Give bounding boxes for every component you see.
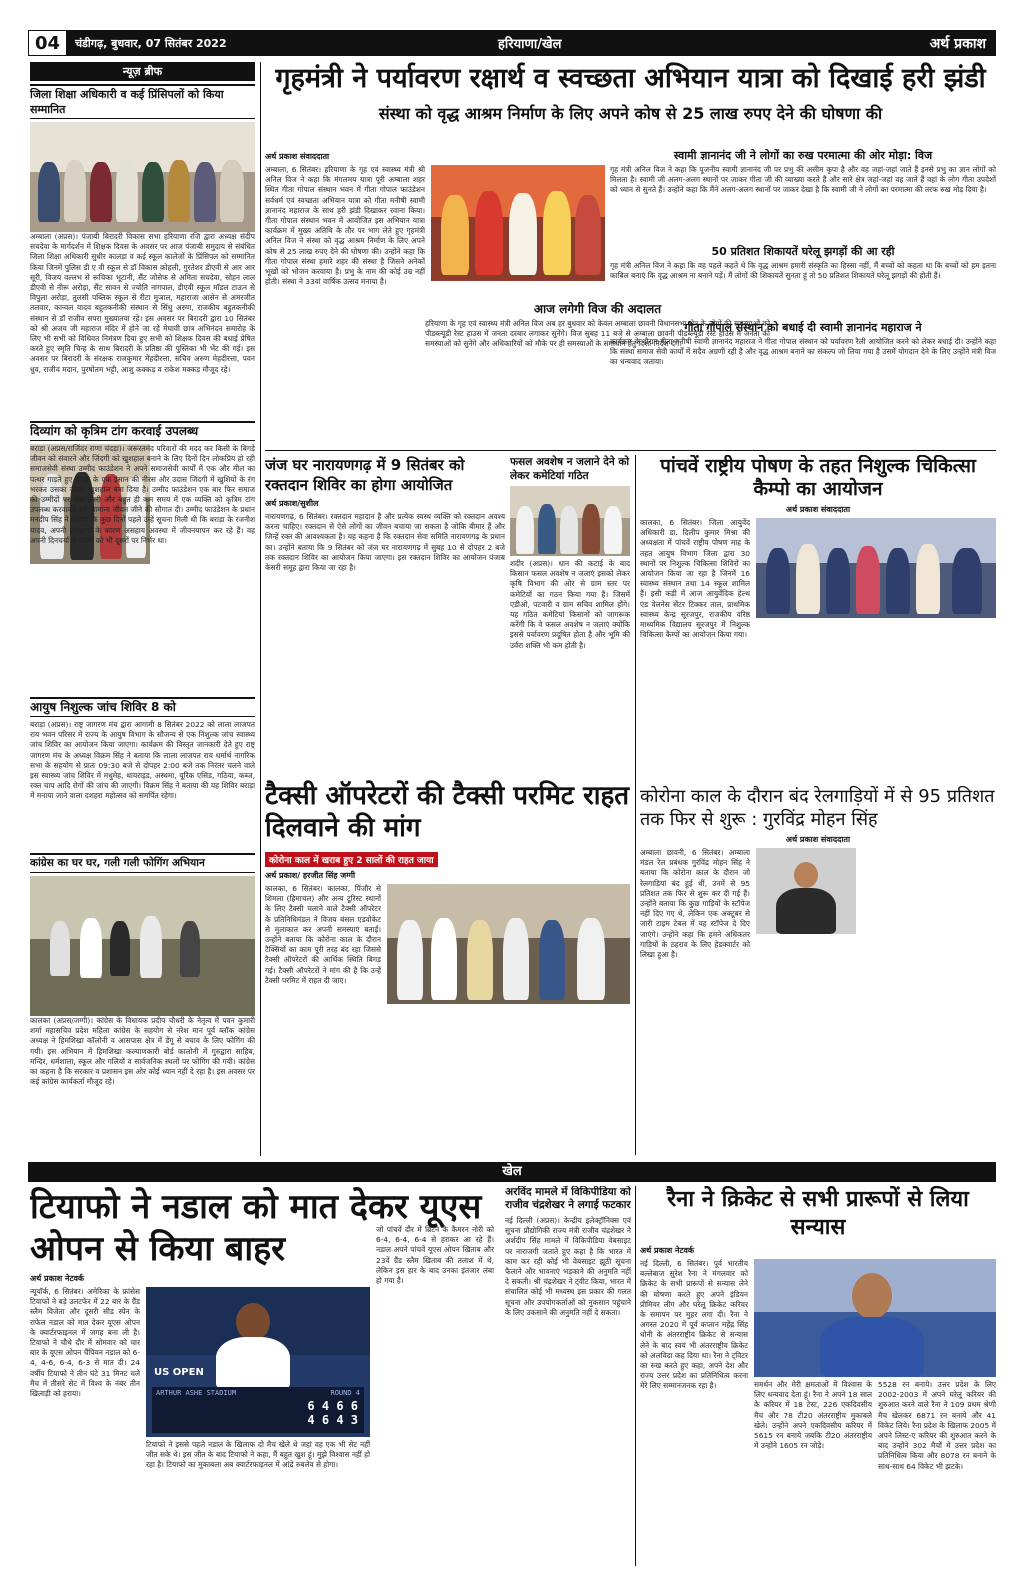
left-column (30, 62, 255, 1152)
story-body: कालका, 6 सितंबर। कालका, पिंजौर से शिमला (हिमाचल) और अन्य टूरिस्ट स्थानों के लिए टैक्सी चलाने वाले टैक्सी ऑपरेटर के प्रतिनिधिमंडल ने विजय बंसल एडवोकेट से मुलाकात कर अपनी समस्याएं बताईं। उन्होंने बताया कि कोरोना काल के दौरान टैक्सियों का काम पूरी तरह बंद रहा जिससे टैक्सी ऑपरेटरों की आर्थिक स्थिति बिगड़ गई। टैक्सी ऑपरेटरों ने मांग की है कि उन्हें टैक्सी परमिट में राहत दी जाए। (265, 884, 381, 985)
scoreboard (152, 1387, 364, 1433)
tiafo-story (30, 1186, 500, 1566)
lead-subhead: संस्था को वृद्ध आश्रम निर्माण के लिए अपने कोष से 25 लाख रुपए देने की घोषणा की (378, 104, 883, 123)
story-tag: कोरोना काल में खराब हुए 2 सालों की राहत जाया (265, 852, 438, 867)
scoreboard-stadium: ARTHUR ASHE STADIUM (156, 1389, 237, 1397)
story-headline: रैना ने क्रिकेट से सभी प्रारूपों से लिया सन्यास (667, 1187, 969, 1240)
story-byline: अर्थ प्रकाश/सुशील (265, 499, 319, 508)
newspaper-brand: अर्थ प्रकाश (929, 35, 986, 52)
caption-body: हरियाणा के गृह एवं स्वास्थ्य मंत्री अनिल विज अब हर बुधवार को केवल अम्बाला छावनी विधानसभा क्षेत्र के लोगों की समस्याओं को पीडब्ल्यूडी रेस्ट हाउस में जनता दरबार लगाकर सुनेंगे। विज सुबह 11 बजे से अम्बाला छावनी पीडब्ल्यूडी रेस्ट हाउस में जनता की समस्याओं को सुनेंगे और अधिकारियों को मौके पर ही समस्याओं के समाधान हेतु दिशा-निर्देश देंगे। (425, 319, 770, 349)
fogging-photo (30, 876, 255, 1016)
subhead: स्वामी ज्ञानानंद जी ने लोगों का रुख परमात्मा की ओर मोड़ा: विज (673, 149, 933, 162)
story-headline: कोरोना काल के दौरान बंद रेलगाड़ियों में से 95 प्रतिशत तक फिर से शुरू : गुरविंद्र मोहन सिंह (640, 786, 995, 830)
subhead: 50 प्रतिशत शिकायतें घरेलू झगड़ों की आ रही (711, 245, 895, 258)
story-body: जो पांचवें दौर में ब्रिटेन के कैमरन नोरी को 6-4, 6-4, 6-4 से हराकर आ रहे हैं। नडाल अपने पांचवें यूएस ओपन खिताब और 23वें ग्रैंड स्लैम खिताब की तलाश में थे, लेकिन इस हार के बाद उनका इंतजार लंबा हो गया है। (376, 1225, 494, 1286)
column-rule (635, 455, 636, 1155)
vij-court-box (425, 300, 770, 450)
taxi-photo (387, 884, 630, 1004)
masthead-bar (28, 30, 996, 56)
rail-manager-photo (756, 848, 856, 934)
group-photo (30, 122, 255, 232)
raina-photo (754, 1259, 996, 1377)
story-body: 5528 रन बनाये। उत्तर प्रदेश के लिए 2002-2003 में अपने घरेलू करियर की शुरुआत करने वाले रैना ने 109 प्रथम श्रेणी मैच खेलकर 6871 रन बनाये और 41 विकेट लिये। रैना प्रदेश के खिलाफ 2005 में अपने लिस्ट-ए करियर की शुरुआत करने के बाद उन्होंने 302 मैचों में उत्तर प्रदेश का प्रतिनिधित्व किया और 8078 रन बनाने के साथ-साथ 64 विकेट भी झटके। (878, 1380, 996, 1471)
story-headline: पांचवें राष्ट्रीय पोषण के तहत निशुल्क चिकित्सा कैम्पो का आयोजन (660, 455, 976, 500)
story-body: न्यूयॉर्क, 6 सितंबर। अमेरिका के फ्रांसेस टियाफो ने बड़े उलटफेर में 22 बार के ग्रैंड स्लैम विजेता और दूसरी सीड स्पेन के राफेल नडाल को मात देकर यूएस ओपन के क्वार्टरफाइनल में जगह बना ली है। टियाफो ने चौथे दौर में सोमवार को चार बार के यूएस ओपन चैंपियन नडाल को 6-4, 4-6, 6-4, 6-3 से मात दी। 24 वर्षीय टियाफो ने तीन घंटे 31 मिनट चले मैच में तीसरे सेट में विश्व के नंबर तीन खिलाड़ी को हराया। (30, 1287, 140, 1399)
camp-photo (756, 518, 996, 618)
committee-photo (510, 486, 630, 556)
scoreboard-banner: US OPEN (154, 1367, 204, 1378)
story-body: गृह मंत्री अनिल विज ने कहा कि पूजनीय स्वामी ज्ञानानंद जी पर प्रभु की असीम कृपा है और वह जहां-जहां जाते हैं इनसे प्रभु का ज्ञान लोगों को मिलता है। स्वामी जी अलग-अलग स्थानों पर जाकर गीता जी की व्याख्या करते हैं और सारे क्षेत्र जहां-जहां वह जाते हैं वहां के लोग गीता उपदेशों को ध्यान से सुनते हैं। उन्होंने कहा कि मैंने अलग-अलग स्थानों पर जाकर देखा है कि स्वामी जी ने लोगों का परमात्मा की तरफ रुख मोड़ दिया है। (610, 165, 996, 195)
story-headline: दिव्यांग को कृत्रिम टांग करवाई उपलब्ध (30, 421, 255, 441)
lead-photo (431, 165, 605, 281)
railway-story (640, 785, 996, 1160)
taxi-story (265, 780, 630, 1160)
lead-body: अम्बाला, 6 सितंबर। हरियाणा के गृह एवं स्वास्थ्य मंत्री श्री अनिल विज ने कहा कि मंगलमय यात्रा पूरी अम्बाला शहर स्थित गीता गोपाल संस्थान भवन में गीता गोपाल फाउंडेशन सर्वधर्म एवं स्वच्छता अभियान यात्रा को गीता मनीषी स्वामी ज्ञानानंद महाराज के साथ हरी झंडी दिखाकर रवाना किया। गीता गोपाल संस्थान भवन में आयोजित इस अभियान यात्रा कार्यक्रम में मुख्य अतिथि के तौर पर भाग लेते हुए गृहमंत्री अनिल विज ने संस्था को वृद्ध आश्रम निर्माण के लिए अपने कोष से 25 लाख रुपए देने की घोषणा की। उन्होंने कहा कि गीता गोपाल संस्था हमारे शहर की संस्था है जिसने अनेकों भूखों को भोजन करवाया है। प्रभु के नाम की कोई उम्र नहीं होती। संस्था ने 33वां वार्षिक उत्सव मनाया है। (265, 165, 425, 287)
story-byline: अर्थ प्रकाश संवाददाता (785, 505, 851, 514)
story-byline: अर्थ प्रकाश/ हरजीत सिंह जग्गी (265, 871, 356, 880)
subhead: गीता गोपाल संस्थान को बधाई दी स्वामी ज्ञानानंद महाराज ने (684, 321, 922, 334)
story-headline: फसल अवशेष न जलाने देने को लेकर कमेटियां गठित (510, 456, 630, 482)
wikipedia-story (505, 1186, 631, 1566)
scoreboard-row: 4 6 4 3 (307, 1413, 358, 1427)
story-body: अम्बाला छावनी, 6 सितंबर। अम्बाला मंडल रेल प्रबंधक गुरविंद्र मोहन सिंह ने बताया कि कोरोना काल के दौरान जो रेलगाड़ियां बंद हुई थीं, उनमें से 95 प्रतिशत तक फिर से शुरू कर दी गई हैं। उन्होंने बताया कि कुछ गाड़ियों के स्टॉपेज नहीं दिए गए थे, लेकिन एक अक्टूबर से जारी टाइम टेबल में यह स्टॉपेज दे दिए जाएंगे। उन्होंने कहा कि हमने अधिकतर गाड़ियों के ठहराव के लिए हेडक्वार्टर को लिखा हुआ है। (640, 848, 750, 960)
story-body: बराड़ा (अप्रस)। राष्ट्र जागरण मंच द्वारा आगामी 8 सितंबर 2022 को लाला लाजपत राय भवन परिसर में राज्य के आयुष विभाग के सौजन्य से एक निशुल्क जांच स्वास्थ्य जांच शिविर का आयोजन किया जाएगा। कार्यक्रम की विस्तृत जानकारी देते हुए राष्ट्र जागरण मंच के अध्यक्ष विक्रम सिंह ने बताया कि लाला लाजपत राय धर्मार्थ नागरिक सभा के सहयोग से प्रातः 09:30 बजे से दोपहर 2:00 बजे तक निरंतर चलने वाले इस स्वास्थ्य जांच शिविर में मधुमेह, थायराइड, अस्थमा, यूरिक एसिड, गठिया, कब्ज, रक्त चाप आदि रोगों की जांच की जाएगी। विक्रम सिंह ने बताया की यह शिविर बराड़ा में मनाया जाने वाला दशहरा महोत्सव को समर्पित रहेगा। (30, 720, 255, 801)
story-byline: अर्थ प्रकाश नेटवर्क (640, 1246, 695, 1255)
story-headline: जिला शिक्षा अधिकारी व कई प्रिंसिपलों को किया सम्मानित (30, 84, 255, 119)
story-byline: अर्थ प्रकाश नेटवर्क (30, 1274, 85, 1283)
story-body: कालका (अप्रस/जग्गी)। कांग्रेस के विधायक प्रदीप चौधरी के नेतृत्व में पवन कुमारी शर्मा महासचिव प्रदेश महिला कांग्रेस के सहयोग से नरेश मान पूर्व ब्लॉक कांग्रेस अध्यक्ष ने हिमशिखा कॉलोनी व आसपास क्षेत्र में डेंगू से बचाव के लिए फोगिंग की गयी। इस अभियान में हिमशिखा कल्याणकारी बोर्ड कालोनी में गुरुद्वारा साहिब, मन्दिर, धर्मशाला, स्कूल और गलियों व सार्वजनिक स्थलों पर फोगिंग की गयी। कांग्रेस का कहना है कि सरकार व प्रशासन इस ओर कोई ध्यान नहीं दे रहा है। इस अवसर पर कई कांग्रेस कार्यकर्ता मौजूद रहे। (30, 1016, 255, 1087)
nutrition-camp-story (640, 455, 996, 777)
story-headline: जंज घर नारायणगढ़ में 9 सितंबर को रक्तदान शिविर का होगा आयोजित (265, 456, 465, 494)
column-rule (260, 62, 261, 1156)
scoreboard-row: 6 4 6 6 (307, 1399, 358, 1413)
story-headline: कांग्रेस का घर घर, गली गली फोगिंग अभियान (30, 853, 255, 873)
story-headline: आयुष निशुल्क जांच शिविर 8 को (30, 697, 255, 717)
story-body: नई दिल्ली, 6 सितंबर। पूर्व भारतीय बल्लेबाज सुरेश रैना ने मंगलवार को क्रिकेट के सभी प्रारूपों से सन्यास लेने की घोषणा करते हुए अपने इंडियन प्रीमियर लीग और घरेलू क्रिकेट करियर के समापन पर मुहर लगा दी। रैना ने अगस्त 2020 में पूर्व कप्तान महेंद्र सिंह धोनी के अंतरराष्ट्रीय क्रिकेट से सन्यास लेने के बाद स्वयं भी अंतरराष्ट्रीय क्रिकेट को अलविदा कह दिया था। रैना ने ट्विटर का रुख करते हुए कहा, अपने देश और राज्य उत्तर प्रदेश का प्रतिनिधित्व करना मेरे लिए सम्मानजनक रहा है। (640, 1259, 748, 1391)
story-body: अम्बाला (अप्रस)। पंजाबी बिरादरी विकास सभा हरियाणा रजि द्वारा अध्यक्ष संदीप सचदेवा के मार्गदर्शन में शिक्षक दिवस के अवसर पर आज पंजाबी समुदाय से संबंधित जिला शिक्षा अधिकारी सुधीर कालड़ा व कई स्कूल कालेजों के प्रिंसिपल को सम्मानित किया जिनमें पुलिस डी ए वी स्कूल से डॉ विकास कोहली, गुरतेशर डीएवी से आर आर सूरी, विजय वल्लभ से रूचिका भूटानी, सैंट जोसेफ से अमिता सचदेवा, सोहन लाल डीएवी से नीरू अरोड़ा, सैंट सावन से ज्योति नागपाल, डीएवी स्कूल मॉडल टाऊन से विपुला अरोड़ा, तुलसी पब्लिक स्कूल से रीटा मुञाल, महाराजा आसेन से अमरजीत तलवार, कान्वल यादव बहुतकनीकी संस्थान से सिंधु अरुण, राजकीय बहुतकनीकी संस्थान से डॉ राजीव सपरा मुख्यातया रहे। इस अवसर पर बिरादरी द्वारा 10 सितंबर को श्री अजय जी महाराज मंदिर में होने जा रहे मेघावी छात्र अभिनंदन समारोह के लिए भी सभी को विधिवत निमंत्रण दिया हुए सभी को शिक्षक दिवस की बधाई प्रेषित करते हुए स्मृति चिन्ह के साथ बिरादरी के प्रतिष्ठा की पुस्तिका भी भेंट की गई। इस अवसर पर बिरादरी के संरक्षक राजकुमार मेंहदीरत्ता, सचिव अरुण मेहदीरत्ता, पवन धुव, राजीव मदान, पुरषोतम भट्टी, आशु कक्कड़ व राकेश मक्कड़ मौजूद रहे। (30, 232, 255, 374)
sports-section-bar: खेल (28, 1162, 996, 1182)
section-title: हरियाणा/खेल (498, 37, 562, 52)
story-body: कालका, 6 सितंबर। जिला आयुर्वेद अधिकारी डा. दिलीप कुमार मिश्रा की अध्यक्षता में पांचवें राष्ट्रीय पोषण माह के तहत आयुष विभाग जिला द्वारा 30 स्थानों पर निशुल्क चिकित्सा शिविरों का आयोजन किया जा रहा है जिनमें 16 स्वास्थ्य संस्थान तथा 14 स्कूल शामिल हैं। इसी कड़ी में आज आयुर्वेदिक हेल्थ एंड वेलनेस सेंटर टिक्कर ताल, प्राथमिक स्वास्थ्य केन्द्र सूरजपुर, राजकीय वरिष्ठ माध्यमिक विद्यालय सूरजपुर में निशुल्क चिकित्सा कैम्पों का आयोजन किया गया। (640, 518, 750, 640)
dateline: चंडीगढ़, बुधवार, 07 सितंबर 2022 (75, 36, 227, 50)
section-rule (265, 450, 996, 451)
story-body: गृह मंत्री अनिल विज ने कहा कि वह पहले कहते थे कि वृद्ध आश्रम हमारी संस्कृति का हिस्सा नहीं, मैं बच्चों को कहता था कि बच्चों को हम इतना काबिल बनाएं कि वृद्ध आश्रम ना बनाने पड़ें। मैं लोगों की शिकायतें सुनता हूं तो 50 प्रतिशत शिकायतें घरेलू झगड़ों की होती हैं। (610, 261, 996, 281)
story-body: समर्थन और मेरी क्षमताओं में विश्वास के लिए धन्यवाद देता हूं। रैना ने अपने 18 साल के करियर में 18 टेस्ट, 226 एकदिवसीय मैच और 78 टी20 अंतरराष्ट्रीय मुकाबले खेले। उन्होंने अपने एकदिवसीय करियर में 5615 रन बनाये जबकि टी20 अंतरराष्ट्रीय में उन्होंने 1605 रन जोड़े। (754, 1380, 872, 1451)
column-rule (635, 1186, 636, 1566)
tiafo-photo (146, 1287, 370, 1437)
story-body: बराड़ा (अप्रस/राजिंदर राणा चंदड़ा)। जरूरतमंद परिवारों की मदद कर किसी के बिगड़े जीवन को संवारने और जिंदगी को खुशहाल बनाने के लिए दिनों दिन लोकप्रिय हो रही समाजसेवी संस्था उम्मीद फाउंडेशन ने अपने समाजसेवी कार्यों में एक और मील का पत्थर गाड़ते हुए बराड़ा के एक इंसान की नीरस और उदास जिंदगी में खुशियों के रंग भरकर उसका जीवन खुशहाल बना दिया है। उम्मीद फाउंडेशन एक बार फिर समाज की उम्मीदों पर खरा उतरी और बहुत ही कम समय में एक व्यक्ति को कृत्रिम टांग उपलब्ध करवाकर उसे सामान्य जीवन जीने की सौगात दी। उम्मीद फाउंडेशन के प्रधान मनदीप सिंह ने बताया कि कुछ दिनों पहले उन्हें सूचना मिली थी कि बराड़ा के रजनीश यादव, अपनी टांगहानी के कारण असहाय अवस्था में जीवनयापन कर रहे हैं। वह अपनी दिनचर्या के कामों को भी दूसरों पर निर्भर था। (30, 444, 255, 545)
news-brief-title: न्यूज़ ब्रीफ (30, 62, 255, 81)
raina-story (640, 1186, 996, 1566)
story-headline: टियाफो ने नडाल को मात देकर यूएस ओपन से किया बाहर (30, 1187, 482, 1269)
story-body: नारायणगढ़, 6 सितंबर। रक्तदान महादान है और प्रत्येक स्वस्थ व्यक्ति को रक्तदान अवश्य करना चाहिए। रक्तदान से ऐसे लोगों का जीवन बचाया जा सकता है जोकि बीमार हैं और जिन्हें रक्त की आवश्यकता है। यह कहना है कि रक्तदान सेवा समिति नारायणगढ़ के प्रधान का। उन्होंने बताया कि 9 सितंबर को जंज घर नारायणगढ़ में सुबह 10 से दोपहर 2 बजे तक रक्तदान शिविर का आयोजन किया जाएगा। इस रक्तदान शिविर का आयोजन पंजाब केसरी समूह द्वारा किया जा रहा है। (265, 512, 505, 573)
lead-byline: अर्थ प्रकाश संवाददाता (265, 152, 330, 161)
story-body: टियाफो ने इससे पहले नडाल के खिलाफ दो मैच खेले थे जहां वह एक भी सेट नहीं जीत सके थे। इस जीत के बाद टियाफो ने कहा, मैं बहुत खुश हूं। मुझे विश्वास नहीं हो रहा है। टियाफो का मुकाबला अब क्वार्टरफाइनल में आंद्रे रुबलेव से होगा। (146, 1440, 370, 1470)
lead-headline: गृहमंत्री ने पर्यावरण रक्षार्थ व स्वच्छता अभियान यात्रा को दिखाई हरी झंडी (275, 63, 986, 94)
story-body: शदीर (अप्रस)। धान की कटाई के बाद किसान फसल अवशेष न जलाएं इसको लेकर कृषि विभाग की ओर से ग्राम स्तर पर कमेटियों का गठन किया गया है। जिसमें एडीओ, पटवारी व ग्राम सचिव शामिल होंगे। यह गठित कमेटियां किसानों को जागरूक करेंगी कि वे फसल अवशेष न जलाएं क्योंकि इससे पर्यावरण प्रदूषित होता है और भूमि की उर्वरा शक्ति भी कम होती है। (510, 559, 630, 650)
blood-camp-story (265, 455, 505, 777)
story-byline: अर्थ प्रकाश संवाददाता (785, 835, 851, 844)
story-body: नई दिल्ली (अप्रस)। केन्द्रीय इलेक्ट्रॉनिक्स एवं सूचना प्रौद्योगिकी राज्य मंत्री राजीव चंद्रशेखर ने अर्शदीप सिंह मामले में विकिपीडिया वेबसाइट पर नाराजगी जताते हुए कहा है कि भारत में काम कर रही कोई भी वेबसाइट झूठी सूचना फैलाने और भावनाएं भड़काने की अनुमति नहीं दे सकती। श्री चंद्रशेखर ने ट्वीट किया, भारत में संचालित कोई भी मध्यस्थ इस प्रकार की गलत सूचना और उपयोगकर्ताओं को नुकसान पहुंचाने के लिए उकसाने की अनुमति नहीं दे सकता। (505, 1216, 631, 1317)
page-number: 04 (28, 30, 67, 56)
story-body: कार्यक्रम के दौरान गीता मनीषी स्वामी ज्ञानानंद महाराज ने गीता गोपाल संस्थान को पर्यावरण रैली आयोजित करने को लेकर बधाई दी। उन्होंने कहा कि संस्था समाज सेवी कार्यों में सदैव अग्रणी रही है और वृद्ध आश्रम बनाने का संकल्प जो लिया गया है उसमें योगदान देने के लिए उन्होंने मंत्री विज का धन्यवाद जताया। (610, 337, 996, 367)
story-headline: अरविंद मामले में विकिपीडिया को राजीव चंद्रशेखर ने लगाई फटकार (505, 1186, 631, 1211)
caption-headline: आज लगेगी विज की अदालत (533, 302, 662, 316)
story-headline: टैक्सी ऑपरेटरों की टैक्सी परमिट राहत दिलवाने की मांग (265, 781, 630, 843)
crop-residue-story (510, 455, 630, 777)
scoreboard-round: ROUND 4 (330, 1389, 360, 1397)
